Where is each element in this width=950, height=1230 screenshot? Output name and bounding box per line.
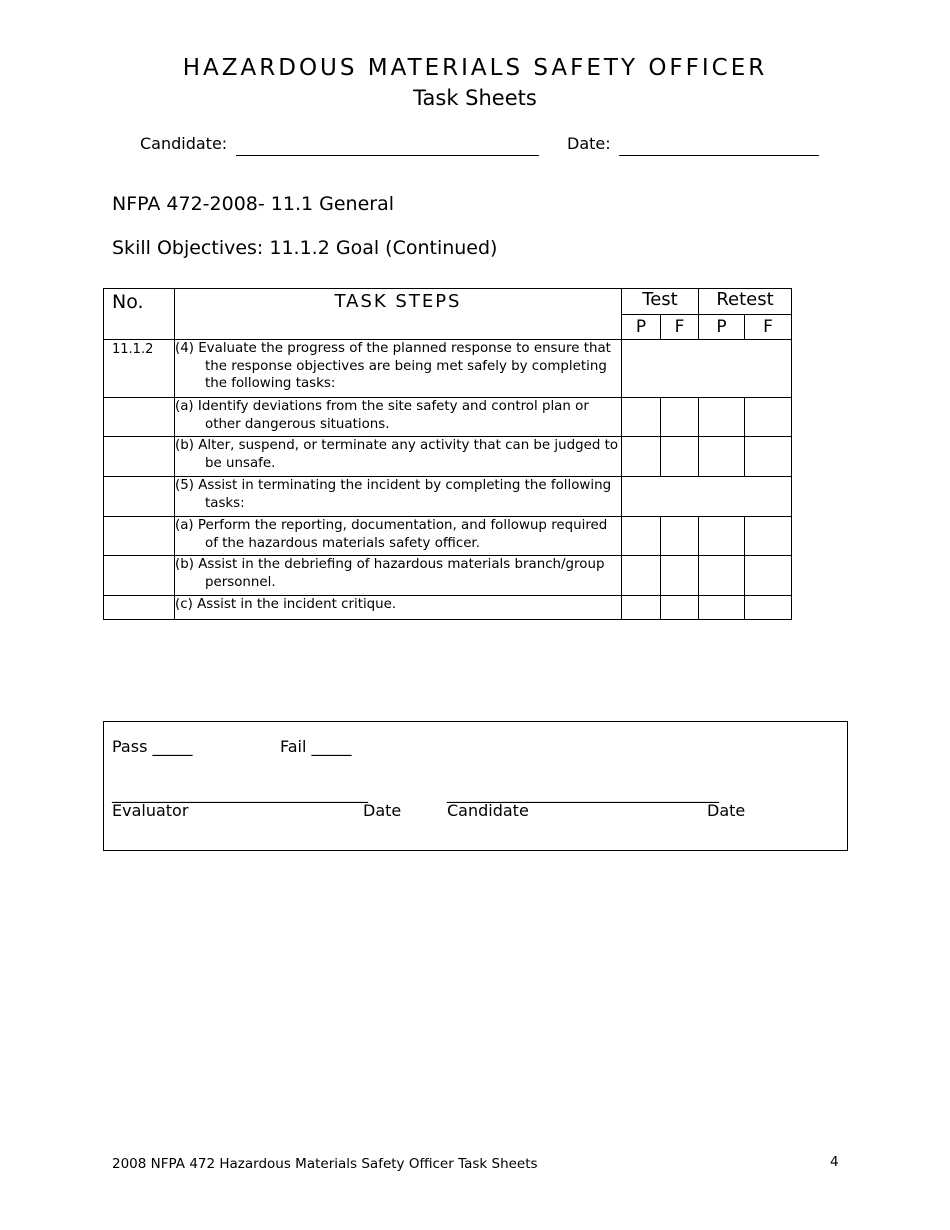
date-field[interactable] xyxy=(619,155,819,156)
test-fail-cell[interactable] xyxy=(661,437,699,477)
test-pass-cell[interactable] xyxy=(622,517,661,556)
test-pass-cell[interactable] xyxy=(622,596,661,620)
retest-fail-cell[interactable] xyxy=(745,517,792,556)
table-row xyxy=(104,477,792,517)
fail-field[interactable]: Fail _____ xyxy=(280,737,352,756)
objectives-heading: Skill Objectives: 11.1.2 Goal (Continued) xyxy=(112,237,498,259)
column-header-test: Test xyxy=(622,289,699,315)
test-pass-cell[interactable] xyxy=(622,398,661,437)
retest-pass-cell[interactable] xyxy=(699,596,745,620)
table-row xyxy=(104,398,792,437)
candidate-signature-line[interactable]: __________________________________ xyxy=(447,784,719,803)
evaluator-label: Evaluator xyxy=(112,801,189,820)
task-step: (4) Evaluate the progress of the planned response to ensure that the response objectives are being met safely by completing the following tasks: xyxy=(175,340,622,398)
column-header-retest-pass: P xyxy=(699,315,745,340)
document-title: HAZARDOUS MATERIALS SAFETY OFFICER xyxy=(182,55,768,81)
candidate-date-label: Date xyxy=(707,801,746,820)
column-header-retest: Retest xyxy=(699,289,792,315)
retest-pass-cell[interactable] xyxy=(699,398,745,437)
task-step: (a) Identify deviations from the site safety and control plan or other dangerous situations. xyxy=(175,398,622,437)
column-header-retest-fail: F xyxy=(745,315,792,340)
test-fail-cell[interactable] xyxy=(661,596,699,620)
retest-fail-cell[interactable] xyxy=(745,596,792,620)
row-number xyxy=(104,556,175,596)
retest-fail-cell[interactable] xyxy=(745,437,792,477)
document-subtitle: Task Sheets xyxy=(413,86,537,110)
evaluation-box xyxy=(103,721,848,851)
task-step: (b) Assist in the debriefing of hazardous materials branch/group personnel. xyxy=(175,556,622,596)
pass-field[interactable]: Pass _____ xyxy=(112,737,193,756)
column-header-test-fail: F xyxy=(661,315,699,340)
score-cell-merged xyxy=(622,340,792,398)
candidate-field[interactable] xyxy=(236,155,539,156)
row-number: 11.1.2 xyxy=(104,340,175,398)
evaluator-signature-line[interactable]: ________________________________ xyxy=(112,784,368,803)
column-header-task-steps: TASK STEPS xyxy=(175,289,622,340)
task-step: (c) Assist in the incident critique. xyxy=(175,596,622,620)
test-fail-cell[interactable] xyxy=(661,556,699,596)
candidate-label: Candidate xyxy=(447,801,529,820)
table-row xyxy=(104,437,792,477)
evaluator-date-label: Date xyxy=(363,801,402,820)
test-fail-cell[interactable] xyxy=(661,517,699,556)
task-step: (5) Assist in terminating the incident by completing the following tasks: xyxy=(175,477,622,517)
column-header-no: No. xyxy=(104,289,175,340)
candidate-label: Candidate: xyxy=(140,134,228,153)
retest-fail-cell[interactable] xyxy=(745,556,792,596)
date-label: Date: xyxy=(567,134,611,153)
retest-pass-cell[interactable] xyxy=(699,517,745,556)
test-fail-cell[interactable] xyxy=(661,398,699,437)
task-steps-table xyxy=(103,288,792,620)
test-pass-cell[interactable] xyxy=(622,556,661,596)
retest-fail-cell[interactable] xyxy=(745,398,792,437)
row-number xyxy=(104,517,175,556)
retest-pass-cell[interactable] xyxy=(699,437,745,477)
column-header-test-pass: P xyxy=(622,315,661,340)
table-row xyxy=(104,340,792,398)
test-pass-cell[interactable] xyxy=(622,437,661,477)
table-row xyxy=(104,517,792,556)
row-number xyxy=(104,437,175,477)
retest-pass-cell[interactable] xyxy=(699,556,745,596)
row-number xyxy=(104,398,175,437)
row-number xyxy=(104,596,175,620)
table-row xyxy=(104,556,792,596)
score-cell-merged xyxy=(622,477,792,517)
page-number: 4 xyxy=(830,1154,839,1170)
row-number xyxy=(104,477,175,517)
task-step: (b) Alter, suspend, or terminate any activity that can be judged to be unsafe. xyxy=(175,437,622,477)
table-row xyxy=(104,596,792,620)
footer-text: 2008 NFPA 472 Hazardous Materials Safety Officer Task Sheets xyxy=(112,1156,538,1172)
standard-heading: NFPA 472-2008- 11.1 General xyxy=(112,193,395,215)
task-step: (a) Perform the reporting, documentation, and followup required of the hazardous materials safety officer. xyxy=(175,517,622,556)
